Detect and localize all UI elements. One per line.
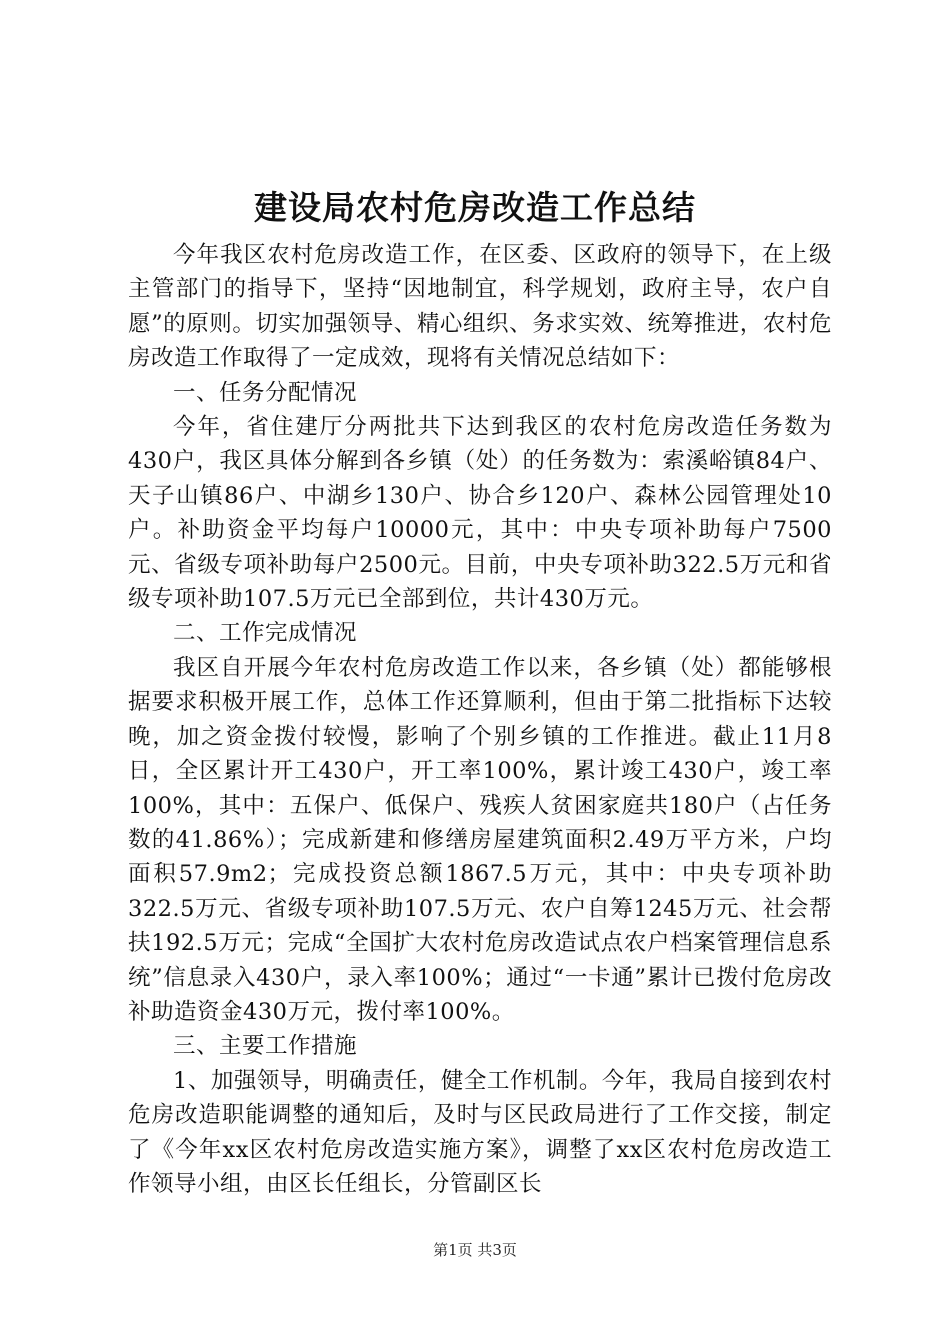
section-heading-work-completion: 二、工作完成情况: [173, 620, 358, 647]
section-heading-main-measures: 三、主要工作措施: [173, 1033, 358, 1060]
page-number-footer: 第1页 共3页: [433, 1241, 517, 1259]
intro-paragraph: 今年我区农村危房改造工作，在区委、区政府的领导下，在上级主管部门的指导下，坚持“因地制宜，科学规划，政府主导，农户自愿”的原则。切实加强领导、精心组织、务求实效、统筹推进，农村危房改造工作取得了一定成效，现将有关情况总结如下：: [128, 242, 832, 372]
task-allocation-paragraph: 今年，省住建厅分两批共下达到我区的农村危房改造任务数为430户，我区具体分解到各乡镇（处）的任务数为：索溪峪镇84户、天子山镇86户、中湖乡130户、协合乡120户、森林公园管理处10户。补助资金平均每户10000元，其中：中央专项补助每户7500元、省级专项补助每户2500元。目前，中央专项补助322.5万元和省级专项补助107.5万元已全部到位，共计430万元。: [128, 414, 832, 613]
section-heading-task-allocation: 一、任务分配情况: [173, 379, 358, 406]
document-body: [128, 238, 832, 1201]
measures-paragraph: 1、加强领导，明确责任，健全工作机制。今年，我局自接到农村危房改造职能调整的通知后，及时与区民政局进行了工作交接，制定了《今年xx区农村危房改造实施方案》，调整了xx区农村危房改造工作领导小组，由区长任组长，分管副区长: [128, 1067, 832, 1197]
work-completion-paragraph: 我区自开展今年农村危房改造工作以来，各乡镇（处）都能够根据要求积极开展工作，总体工作还算顺利，但由于第二批指标下达较晚，加之资金拨付较慢，影响了个别乡镇的工作推进。截止11月8日，全区累计开工430户，开工率100%，累计竣工430户，竣工率100%，其中：五保户、低保户、残疾人贫困家庭共180户（占任务数的41.86%）；完成新建和修缮房屋建筑面积2.49万平方米，户均面积57.9m2；完成投资总额1867.5万元，其中：中央专项补助322.5万元、省级专项补助107.5万元、农户自筹1245万元、社会帮扶192.5万元；完成“全国扩大农村危房改造试点农户档案管理信息系统”信息录入430户，录入率100%；通过“一卡通”累计已拨付危房改补助造资金430万元，拨付率100%。: [128, 654, 832, 1025]
document-title: 建设局农村危房改造工作总结: [254, 188, 696, 227]
